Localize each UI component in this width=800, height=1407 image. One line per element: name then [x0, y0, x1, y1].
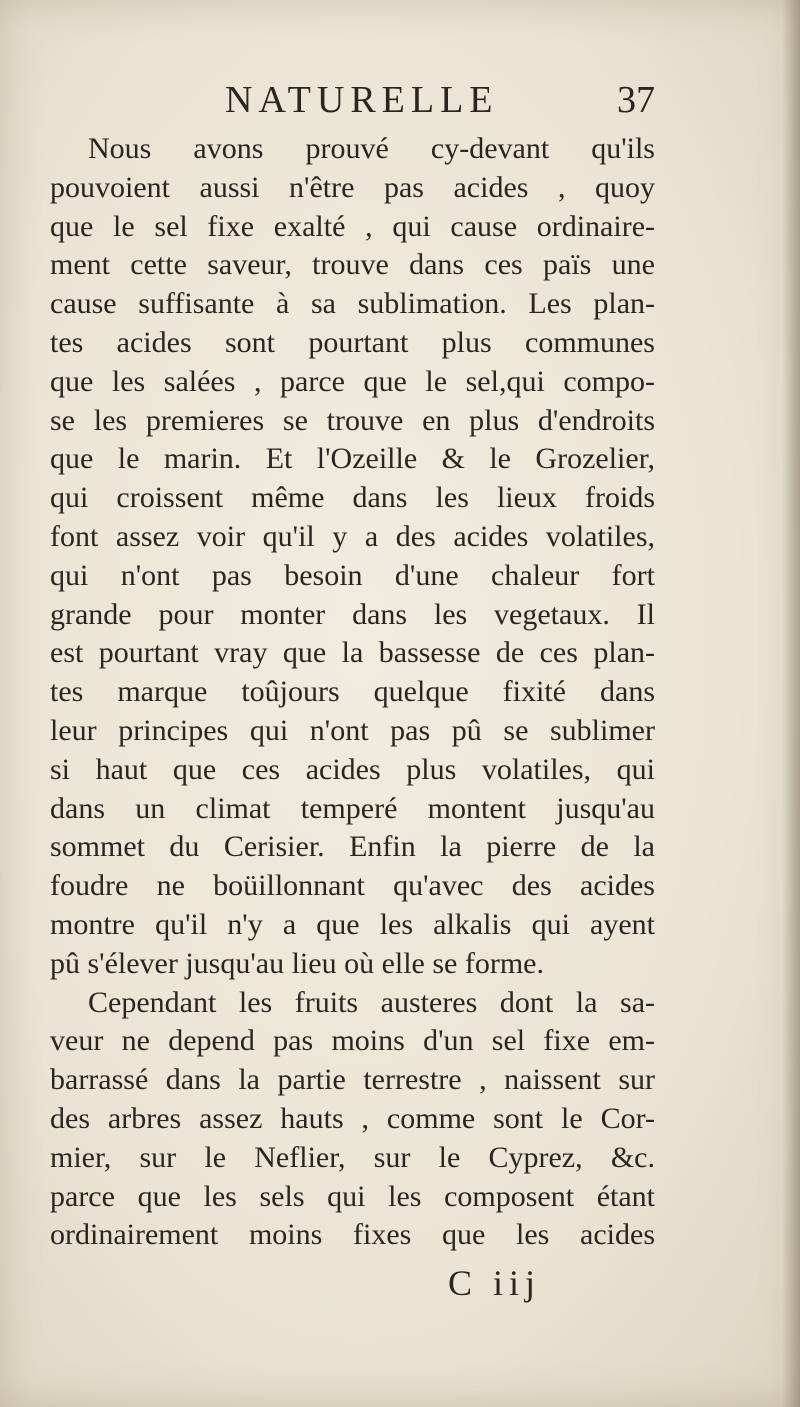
text-line: tes marque toûjours quelque fixité dans	[50, 675, 655, 709]
text-line: leur principes qui n'ont pas pû se sublimer	[50, 713, 655, 747]
text-line: se les premieres se trouve en plus d'endroits	[50, 403, 655, 437]
text-line: sommet du Cerisier. Enfin la pierre de la	[50, 830, 655, 864]
page-header	[225, 78, 665, 128]
text-line: que le sel fixe exalté , qui cause ordinaire-	[50, 209, 655, 243]
text-line: parce que les sels qui les composent étant	[50, 1179, 655, 1213]
text-line: que le marin. Et l'Ozeille & le Grozelier,	[50, 442, 655, 476]
text-line: pouvoient aussi n'être pas acides , quoy	[50, 170, 655, 204]
text-line: pû s'élever jusqu'au lieu où elle se forme.	[50, 946, 544, 980]
text-line: Cependant les fruits austeres dont la sa-	[88, 985, 655, 1019]
text-line: ment cette saveur, trouve dans ces païs une	[50, 248, 655, 282]
text-line: Nous avons prouvé cy-devant qu'ils	[88, 132, 655, 165]
text-line: font assez voir qu'il y a des acides volatiles,	[50, 519, 655, 553]
page-edge-shadow	[782, 0, 800, 1407]
body-text	[50, 130, 655, 1255]
page-number: 37	[617, 79, 655, 121]
text-line: foudre ne boüillonnant qu'avec des acides	[50, 869, 655, 903]
running-head: NATURELLE	[225, 79, 499, 121]
text-line: qui croissent même dans les lieux froids	[50, 481, 655, 515]
text-line: si haut que ces acides plus volatiles, qui	[50, 752, 655, 786]
text-line: veur ne depend pas moins d'un sel fixe em-	[50, 1024, 655, 1058]
text-line: barrassé dans la partie terrestre , naissent sur	[50, 1063, 655, 1097]
text-line: mier, sur le Neflier, sur le Cyprez, &c.	[50, 1140, 655, 1174]
text-line: ordinairement moins fixes que les acides	[50, 1218, 655, 1252]
signature-mark: C iij	[448, 1263, 542, 1303]
text-line: que les salées , parce que le sel,qui compo-	[50, 364, 655, 398]
text-line: est pourtant vray que la bassesse de ces plan-	[50, 636, 655, 670]
text-line: tes acides sont pourtant plus communes	[50, 325, 655, 359]
text-line: cause suffisante à sa sublimation. Les plan-	[50, 287, 655, 321]
text-line: dans un climat temperé montent jusqu'au	[50, 791, 655, 825]
text-line: montre qu'il n'y a que les alkalis qui ayent	[50, 907, 655, 941]
text-line: grande pour monter dans les vegetaux. Il	[50, 597, 655, 631]
text-line: qui n'ont pas besoin d'une chaleur fort	[50, 558, 655, 592]
text-line: des arbres assez hauts , comme sont le Cor-	[50, 1101, 655, 1135]
